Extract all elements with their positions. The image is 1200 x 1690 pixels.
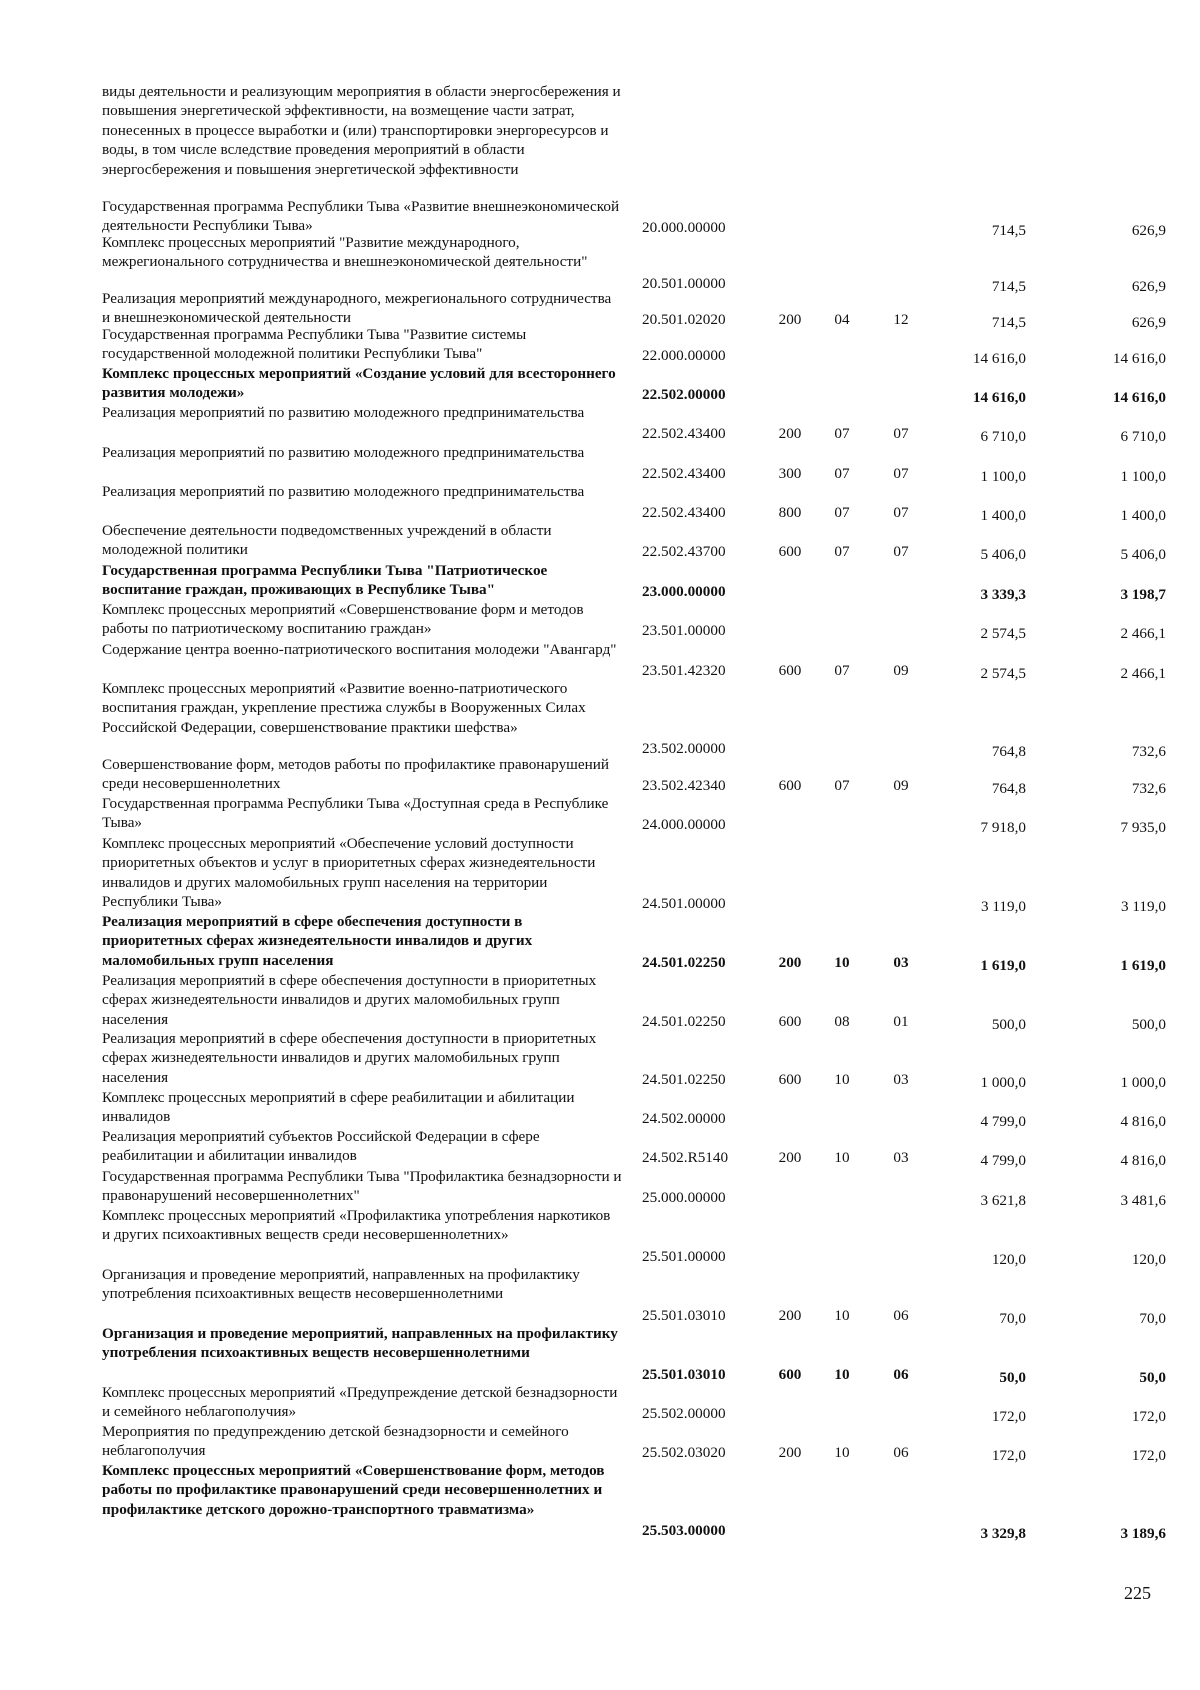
row-name: Реализация мероприятий международного, межрегионального сотрудничества и внешнеэкономической деятельности xyxy=(102,290,612,327)
table-row xyxy=(0,561,1200,604)
row-sum-year1: 2 574,5 xyxy=(980,665,1026,683)
row-sum-year1: 1 400,0 xyxy=(980,507,1026,525)
row-sum-year2: 50,0 xyxy=(1139,1368,1166,1386)
row-name: виды деятельности и реализующим мероприятия в области энергосбережения и повышения энергетической эффективности, на возмещение части затрат, понесенных в процессе выработки и (или) транспортировки энергоресурсов и воды, в том числе вследствие проведения мероприятий в области энергосбережения и повышения энергетической эффективности xyxy=(102,83,621,178)
row-sum-year1: 714,5 xyxy=(991,277,1026,295)
row-section: 10 xyxy=(834,1149,850,1167)
row-sum-year1: 6 710,0 xyxy=(980,428,1026,446)
row-sum-year2: 732,6 xyxy=(1131,780,1166,798)
row-subsection: 03 xyxy=(893,1070,909,1088)
row-section: 07 xyxy=(834,662,850,680)
row-name: Реализация мероприятий в сфере обеспечения доступности в приоритетных сферах жизнедеятельности инвалидов и других маломобильных групп населения xyxy=(102,1030,597,1086)
row-sum-year1: 70,0 xyxy=(999,1309,1026,1327)
row-section: 10 xyxy=(834,1070,850,1088)
row-section: 07 xyxy=(834,543,850,561)
row-sum-year1: 4 799,0 xyxy=(980,1152,1026,1170)
row-name: Государственная программа Республики Тыва "Патриотическое воспитание граждан, проживающих в Республике Тыва" xyxy=(102,562,548,599)
row-name: Комплекс процессных мероприятий «Совершенствование форм и методов работы по патриотическому воспитанию граждан» xyxy=(102,601,584,638)
row-expense-type: 800 xyxy=(778,504,802,522)
row-name: Комплекс процессных мероприятий «Создание условий для всестороннего развития молодежи» xyxy=(102,365,616,402)
row-subsection: 07 xyxy=(893,465,909,483)
table-row xyxy=(0,403,1200,446)
table-row xyxy=(0,679,1200,761)
row-subsection: 01 xyxy=(893,1012,909,1030)
row-sum-year1: 714,5 xyxy=(991,222,1026,240)
row-code: 25.502.03020 xyxy=(642,1444,726,1462)
row-section: 07 xyxy=(834,504,850,522)
row-name: Комплекс процессных мероприятий «Предупреждение детской безнадзорности и семейного неблагополучия» xyxy=(102,1384,618,1421)
row-sum-year2: 626,9 xyxy=(1131,314,1166,332)
row-code: 25.501.00000 xyxy=(642,1247,726,1265)
row-sum-year2: 14 616,0 xyxy=(1112,389,1166,407)
row-name: Комплекс процессных мероприятий в сфере реабилитации и абилитации инвалидов xyxy=(102,1089,575,1126)
table-row xyxy=(0,971,1200,1033)
row-expense-type: 200 xyxy=(778,425,802,443)
row-subsection: 06 xyxy=(893,1365,909,1383)
row-name: Организация и проведение мероприятий, направленных на профилактику употребления психоактивных веществ несовершеннолетними xyxy=(102,1266,580,1303)
row-section: 07 xyxy=(834,465,850,483)
row-sum-year1: 120,0 xyxy=(991,1250,1026,1268)
row-sum-year2: 3 119,0 xyxy=(1121,898,1166,916)
row-sum-year1: 3 119,0 xyxy=(981,898,1026,916)
table-row xyxy=(0,1422,1200,1465)
row-subsection: 09 xyxy=(893,662,909,680)
row-code: 22.502.43400 xyxy=(642,504,726,522)
row-name: Комплекс процессных мероприятий «Профилактика употребления наркотиков и других психоактивных веществ среди несовершеннолетних» xyxy=(102,1207,611,1244)
row-name: Обеспечение деятельности подведомственных учреждений в области молодежной политики xyxy=(102,522,552,559)
table-row xyxy=(0,834,1200,916)
row-sum-year2: 626,9 xyxy=(1131,222,1166,240)
row-sum-year1: 764,8 xyxy=(991,743,1026,761)
row-sum-year2: 172,0 xyxy=(1131,1447,1166,1465)
row-sum-year1: 714,5 xyxy=(991,314,1026,332)
row-name: Комплекс процессных мероприятий «Развитие военно-патриотического воспитания граждан, укрепление престижа службы в Вооруженных Силах Российской Федерации, совершенствование практики шефства» xyxy=(102,680,586,736)
row-name: Комплекс процессных мероприятий «Обеспечение условий доступности приоритетных объектов и услуг в приоритетных сферах жизнедеятельности инвалидов и других маломобильных групп населения на территории Республики Тыва» xyxy=(102,835,596,911)
row-sum-year2: 14 616,0 xyxy=(1112,350,1166,368)
table-row xyxy=(0,1265,1200,1327)
row-name: Государственная программа Республики Тыва «Развитие внешнеэкономической деятельности Республики Тыва» xyxy=(102,198,620,235)
row-code: 20.000.00000 xyxy=(642,219,726,237)
row-code: 20.501.02020 xyxy=(642,311,726,329)
row-section: 04 xyxy=(834,311,850,329)
table-row xyxy=(0,482,1200,525)
row-sum-year2: 5 406,0 xyxy=(1120,546,1166,564)
row-code: 23.501.42320 xyxy=(642,662,726,680)
row-sum-year2: 4 816,0 xyxy=(1120,1152,1166,1170)
row-name: Комплекс процессных мероприятий "Развитие международного, межрегионального сотрудничества и внешнеэкономической деятельности" xyxy=(102,234,588,271)
table-row xyxy=(0,325,1200,368)
row-expense-type: 600 xyxy=(778,777,802,795)
row-subsection: 12 xyxy=(893,311,909,329)
row-sum-year1: 500,0 xyxy=(991,1015,1026,1033)
row-name: Государственная программа Республики Тыва «Доступная среда в Республике Тыва» xyxy=(102,795,609,832)
table-row xyxy=(0,197,1200,240)
row-sum-year1: 2 574,5 xyxy=(980,625,1026,643)
row-code: 22.502.00000 xyxy=(642,386,726,404)
row-sum-year1: 172,0 xyxy=(991,1447,1026,1465)
table-row xyxy=(0,640,1200,683)
row-code: 25.501.03010 xyxy=(642,1365,726,1383)
row-name: Совершенствование форм, методов работы по профилактике правонарушений среди несовершеннолетних xyxy=(102,756,609,793)
row-code: 22.000.00000 xyxy=(642,347,726,365)
row-sum-year1: 764,8 xyxy=(991,780,1026,798)
row-code: 24.501.02250 xyxy=(642,1070,726,1088)
row-code: 22.502.43400 xyxy=(642,465,726,483)
row-code: 24.501.00000 xyxy=(642,895,726,913)
row-sum-year1: 172,0 xyxy=(991,1408,1026,1426)
row-expense-type: 600 xyxy=(778,543,802,561)
row-sum-year1: 7 918,0 xyxy=(980,819,1026,837)
row-name: Реализация мероприятий субъектов Российской Федерации в сфере реабилитации и абилитации инвалидов xyxy=(102,1128,540,1165)
row-sum-year2: 3 189,6 xyxy=(1120,1525,1166,1543)
row-subsection: 07 xyxy=(893,425,909,443)
row-subsection: 03 xyxy=(893,953,909,971)
row-sum-year1: 14 616,0 xyxy=(972,389,1026,407)
table-row xyxy=(0,1167,1200,1210)
row-code: 25.503.00000 xyxy=(642,1522,726,1540)
row-name: Государственная программа Республики Тыва "Развитие системы государственной молодежной политики Республики Тыва" xyxy=(102,326,527,363)
row-section: 10 xyxy=(834,1365,850,1383)
row-name: Государственная программа Республики Тыва "Профилактика безнадзорности и правонарушений несовершеннолетних" xyxy=(102,1168,622,1205)
row-expense-type: 200 xyxy=(778,311,802,329)
row-expense-type: 300 xyxy=(778,465,802,483)
table-row xyxy=(0,1206,1200,1268)
row-sum-year2: 1 400,0 xyxy=(1120,507,1166,525)
row-sum-year1: 1 619,0 xyxy=(980,956,1026,974)
row-name: Комплекс процессных мероприятий «Совершенствование форм, методов работы по профилактике правонарушений среди несовершеннолетних и профилактике детского дорожно-транспортного травматизма» xyxy=(102,1462,605,1518)
table-row xyxy=(0,1383,1200,1426)
row-name: Реализация мероприятий в сфере обеспечения доступности в приоритетных сферах жизнедеятельности инвалидов и других маломобильных групп населения xyxy=(102,913,533,969)
row-sum-year1: 5 406,0 xyxy=(980,546,1026,564)
table-row xyxy=(0,521,1200,564)
row-sum-year2: 172,0 xyxy=(1131,1408,1166,1426)
row-sum-year2: 120,0 xyxy=(1131,1250,1166,1268)
row-code: 20.501.00000 xyxy=(642,274,726,292)
table-row xyxy=(0,1461,1200,1543)
row-sum-year1: 3 621,8 xyxy=(980,1192,1026,1210)
row-sum-year2: 2 466,1 xyxy=(1120,665,1166,683)
table-row xyxy=(0,1088,1200,1131)
row-section: 07 xyxy=(834,777,850,795)
row-code: 23.502.42340 xyxy=(642,777,726,795)
row-expense-type: 200 xyxy=(778,1306,802,1324)
row-code: 22.502.43700 xyxy=(642,543,726,561)
table-row xyxy=(0,1127,1200,1170)
row-section: 10 xyxy=(834,1306,850,1324)
row-sum-year2: 500,0 xyxy=(1131,1015,1166,1033)
table-row xyxy=(0,600,1200,643)
row-code: 25.000.00000 xyxy=(642,1189,726,1207)
row-subsection: 07 xyxy=(893,504,909,522)
row-sum-year2: 3 198,7 xyxy=(1120,586,1166,604)
row-name: Реализация мероприятий по развитию молодежного предпринимательства xyxy=(102,404,585,421)
row-section: 10 xyxy=(834,1444,850,1462)
row-sum-year2: 1 619,0 xyxy=(1120,956,1166,974)
row-expense-type: 600 xyxy=(778,1070,802,1088)
row-subsection: 07 xyxy=(893,543,909,561)
table-row xyxy=(0,1029,1200,1091)
row-name: Организация и проведение мероприятий, направленных на профилактику употребления психоактивных веществ несовершеннолетними xyxy=(102,1325,618,1362)
row-code: 24.000.00000 xyxy=(642,816,726,834)
row-name: Реализация мероприятий в сфере обеспечения доступности в приоритетных сферах жизнедеятельности инвалидов и других маломобильных групп населения xyxy=(102,972,597,1028)
row-name: Реализация мероприятий по развитию молодежного предпринимательства xyxy=(102,483,585,500)
row-expense-type: 600 xyxy=(778,1365,802,1383)
row-sum-year2: 70,0 xyxy=(1139,1309,1166,1327)
row-sum-year2: 7 935,0 xyxy=(1120,819,1166,837)
row-code: 24.501.02250 xyxy=(642,953,726,971)
row-code: 22.502.43400 xyxy=(642,425,726,443)
row-section: 08 xyxy=(834,1012,850,1030)
row-sum-year2: 626,9 xyxy=(1131,277,1166,295)
row-sum-year2: 3 481,6 xyxy=(1120,1192,1166,1210)
row-name: Мероприятия по предупреждению детской безнадзорности и семейного неблагополучия xyxy=(102,1423,569,1460)
table-row xyxy=(0,912,1200,974)
table-row xyxy=(0,794,1200,837)
row-sum-year2: 1 100,0 xyxy=(1120,468,1166,486)
page-number: 225 xyxy=(1124,1583,1151,1603)
row-subsection: 09 xyxy=(893,777,909,795)
row-code: 23.000.00000 xyxy=(642,583,726,601)
table-row xyxy=(0,233,1200,295)
table-row xyxy=(0,755,1200,798)
row-subsection: 06 xyxy=(893,1306,909,1324)
row-sum-year1: 14 616,0 xyxy=(972,350,1026,368)
row-sum-year1: 1 000,0 xyxy=(980,1073,1026,1091)
row-sum-year2: 2 466,1 xyxy=(1120,625,1166,643)
row-sum-year1: 50,0 xyxy=(999,1368,1026,1386)
row-expense-type: 200 xyxy=(778,1444,802,1462)
row-sum-year1: 3 329,8 xyxy=(980,1525,1026,1543)
row-code: 24.502.00000 xyxy=(642,1110,726,1128)
row-sum-year2: 4 816,0 xyxy=(1120,1113,1166,1131)
row-sum-year2: 6 710,0 xyxy=(1120,428,1166,446)
row-subsection: 03 xyxy=(893,1149,909,1167)
table-row xyxy=(0,289,1200,332)
row-sum-year1: 1 100,0 xyxy=(980,468,1026,486)
table-row xyxy=(0,443,1200,486)
row-subsection: 06 xyxy=(893,1444,909,1462)
row-sum-year1: 3 339,3 xyxy=(980,586,1026,604)
row-code: 24.501.02250 xyxy=(642,1012,726,1030)
table-row xyxy=(0,1324,1200,1386)
row-name: Содержание центра военно-патриотического воспитания молодежи "Авангард" xyxy=(102,641,617,658)
row-expense-type: 600 xyxy=(778,1012,802,1030)
row-expense-type: 200 xyxy=(778,953,802,971)
row-expense-type: 600 xyxy=(778,662,802,680)
row-code: 23.501.00000 xyxy=(642,622,726,640)
row-code: 25.501.03010 xyxy=(642,1306,726,1324)
table-row xyxy=(0,364,1200,407)
row-sum-year2: 732,6 xyxy=(1131,743,1166,761)
row-expense-type: 200 xyxy=(778,1149,802,1167)
table-row xyxy=(0,82,1200,198)
row-section: 10 xyxy=(834,953,850,971)
row-code: 24.502.R5140 xyxy=(642,1149,729,1167)
row-code: 23.502.00000 xyxy=(642,740,726,758)
row-section: 07 xyxy=(834,425,850,443)
row-sum-year2: 1 000,0 xyxy=(1120,1073,1166,1091)
row-name: Реализация мероприятий по развитию молодежного предпринимательства xyxy=(102,444,585,461)
row-sum-year1: 4 799,0 xyxy=(980,1113,1026,1131)
row-code: 25.502.00000 xyxy=(642,1405,726,1423)
